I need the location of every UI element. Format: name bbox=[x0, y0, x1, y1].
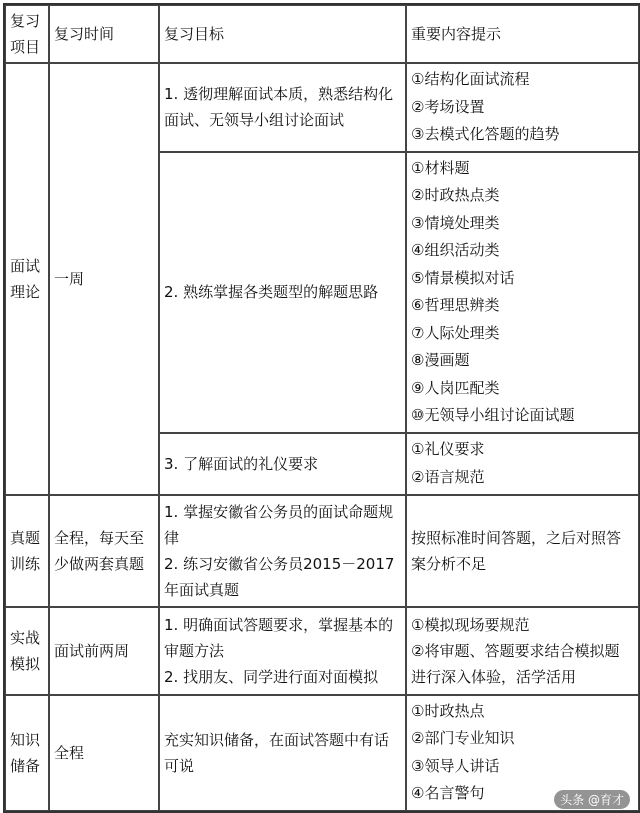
hint-item: ⑩无领导小组讨论面试题 bbox=[411, 406, 575, 424]
hint-item: ①材料题 bbox=[411, 158, 470, 177]
hint-item: ①时政热点 bbox=[411, 701, 485, 720]
hint-cell: 按照标准时间答题，之后对照答案分析不足 bbox=[406, 495, 639, 607]
hint-item: ④组织活动类 bbox=[411, 241, 500, 259]
goal-cell: 1. 掌握安徽省公务员的面试命题规律 2. 练习安徽省公务员2015－2017年面试真题 bbox=[159, 495, 406, 607]
project-cell: 知识 储备 bbox=[5, 695, 49, 811]
time-cell: 全程 bbox=[49, 695, 159, 811]
hint-item: ①礼仪要求 bbox=[411, 440, 485, 458]
header-hint: 重要内容提示 bbox=[406, 5, 639, 63]
table-row bbox=[5, 495, 639, 607]
table-row bbox=[5, 607, 639, 695]
time-cell: 一周 bbox=[49, 63, 159, 495]
hint-item: ②部门专业知识 bbox=[411, 729, 515, 747]
hint-item: ②语言规范 bbox=[411, 467, 485, 486]
goal-cell: 3. 了解面试的礼仪要求 bbox=[159, 433, 406, 495]
hint-item: ④名言警句 bbox=[411, 784, 485, 802]
table-row bbox=[5, 695, 639, 811]
goal-cell: 1. 透彻理解面试本质，熟悉结构化面试、无领导小组讨论面试 bbox=[159, 63, 406, 152]
hint-item: ①结构化面试流程 bbox=[411, 70, 530, 88]
hint-item: ③情境处理类 bbox=[411, 213, 500, 232]
hint-cell bbox=[406, 607, 639, 695]
hint-item: ②将审题、答题要求结合模拟题进行深入体验，活学活用 bbox=[411, 641, 620, 686]
goal-cell: 2. 熟练掌握各类题型的解题思路 bbox=[159, 152, 406, 433]
time-cell: 全程，每天至少做两套真题 bbox=[49, 495, 159, 607]
hint-item: ③去模式化答题的趋势 bbox=[411, 125, 560, 143]
hint-item: ⑦人际处理类 bbox=[411, 323, 500, 342]
hint-item: ①模拟现场要规范 bbox=[411, 615, 530, 634]
hint-item: ②时政热点类 bbox=[411, 186, 500, 204]
table-row bbox=[5, 63, 639, 152]
header-time: 复习时间 bbox=[49, 5, 159, 63]
hint-cell bbox=[406, 63, 639, 152]
goal-cell: 1. 明确面试答题要求，掌握基本的审题方法 2. 找朋友、同学进行面对面模拟 bbox=[159, 607, 406, 695]
header-project: 复习 项目 bbox=[5, 5, 49, 63]
hint-item: ③领导人讲话 bbox=[411, 756, 500, 775]
hint-item: ⑤情景模拟对话 bbox=[411, 268, 515, 287]
time-cell: 面试前两周 bbox=[49, 607, 159, 695]
project-cell: 面试 理论 bbox=[5, 63, 49, 495]
hint-item: ⑧漫画题 bbox=[411, 351, 470, 369]
hint-item: ⑨人岗匹配类 bbox=[411, 378, 500, 397]
watermark: 头条 @育才 bbox=[554, 790, 630, 809]
hint-item: ⑥哲理思辨类 bbox=[411, 296, 500, 314]
header-row bbox=[5, 5, 639, 63]
review-plan-table bbox=[3, 3, 640, 813]
hint-cell bbox=[406, 152, 639, 433]
project-cell: 实战 模拟 bbox=[5, 607, 49, 695]
header-goal: 复习目标 bbox=[159, 5, 406, 63]
project-cell: 真题 训练 bbox=[5, 495, 49, 607]
hint-cell bbox=[406, 433, 639, 495]
goal-cell: 充实知识储备，在面试答题中有话可说 bbox=[159, 695, 406, 811]
hint-item: ②考场设置 bbox=[411, 97, 485, 116]
